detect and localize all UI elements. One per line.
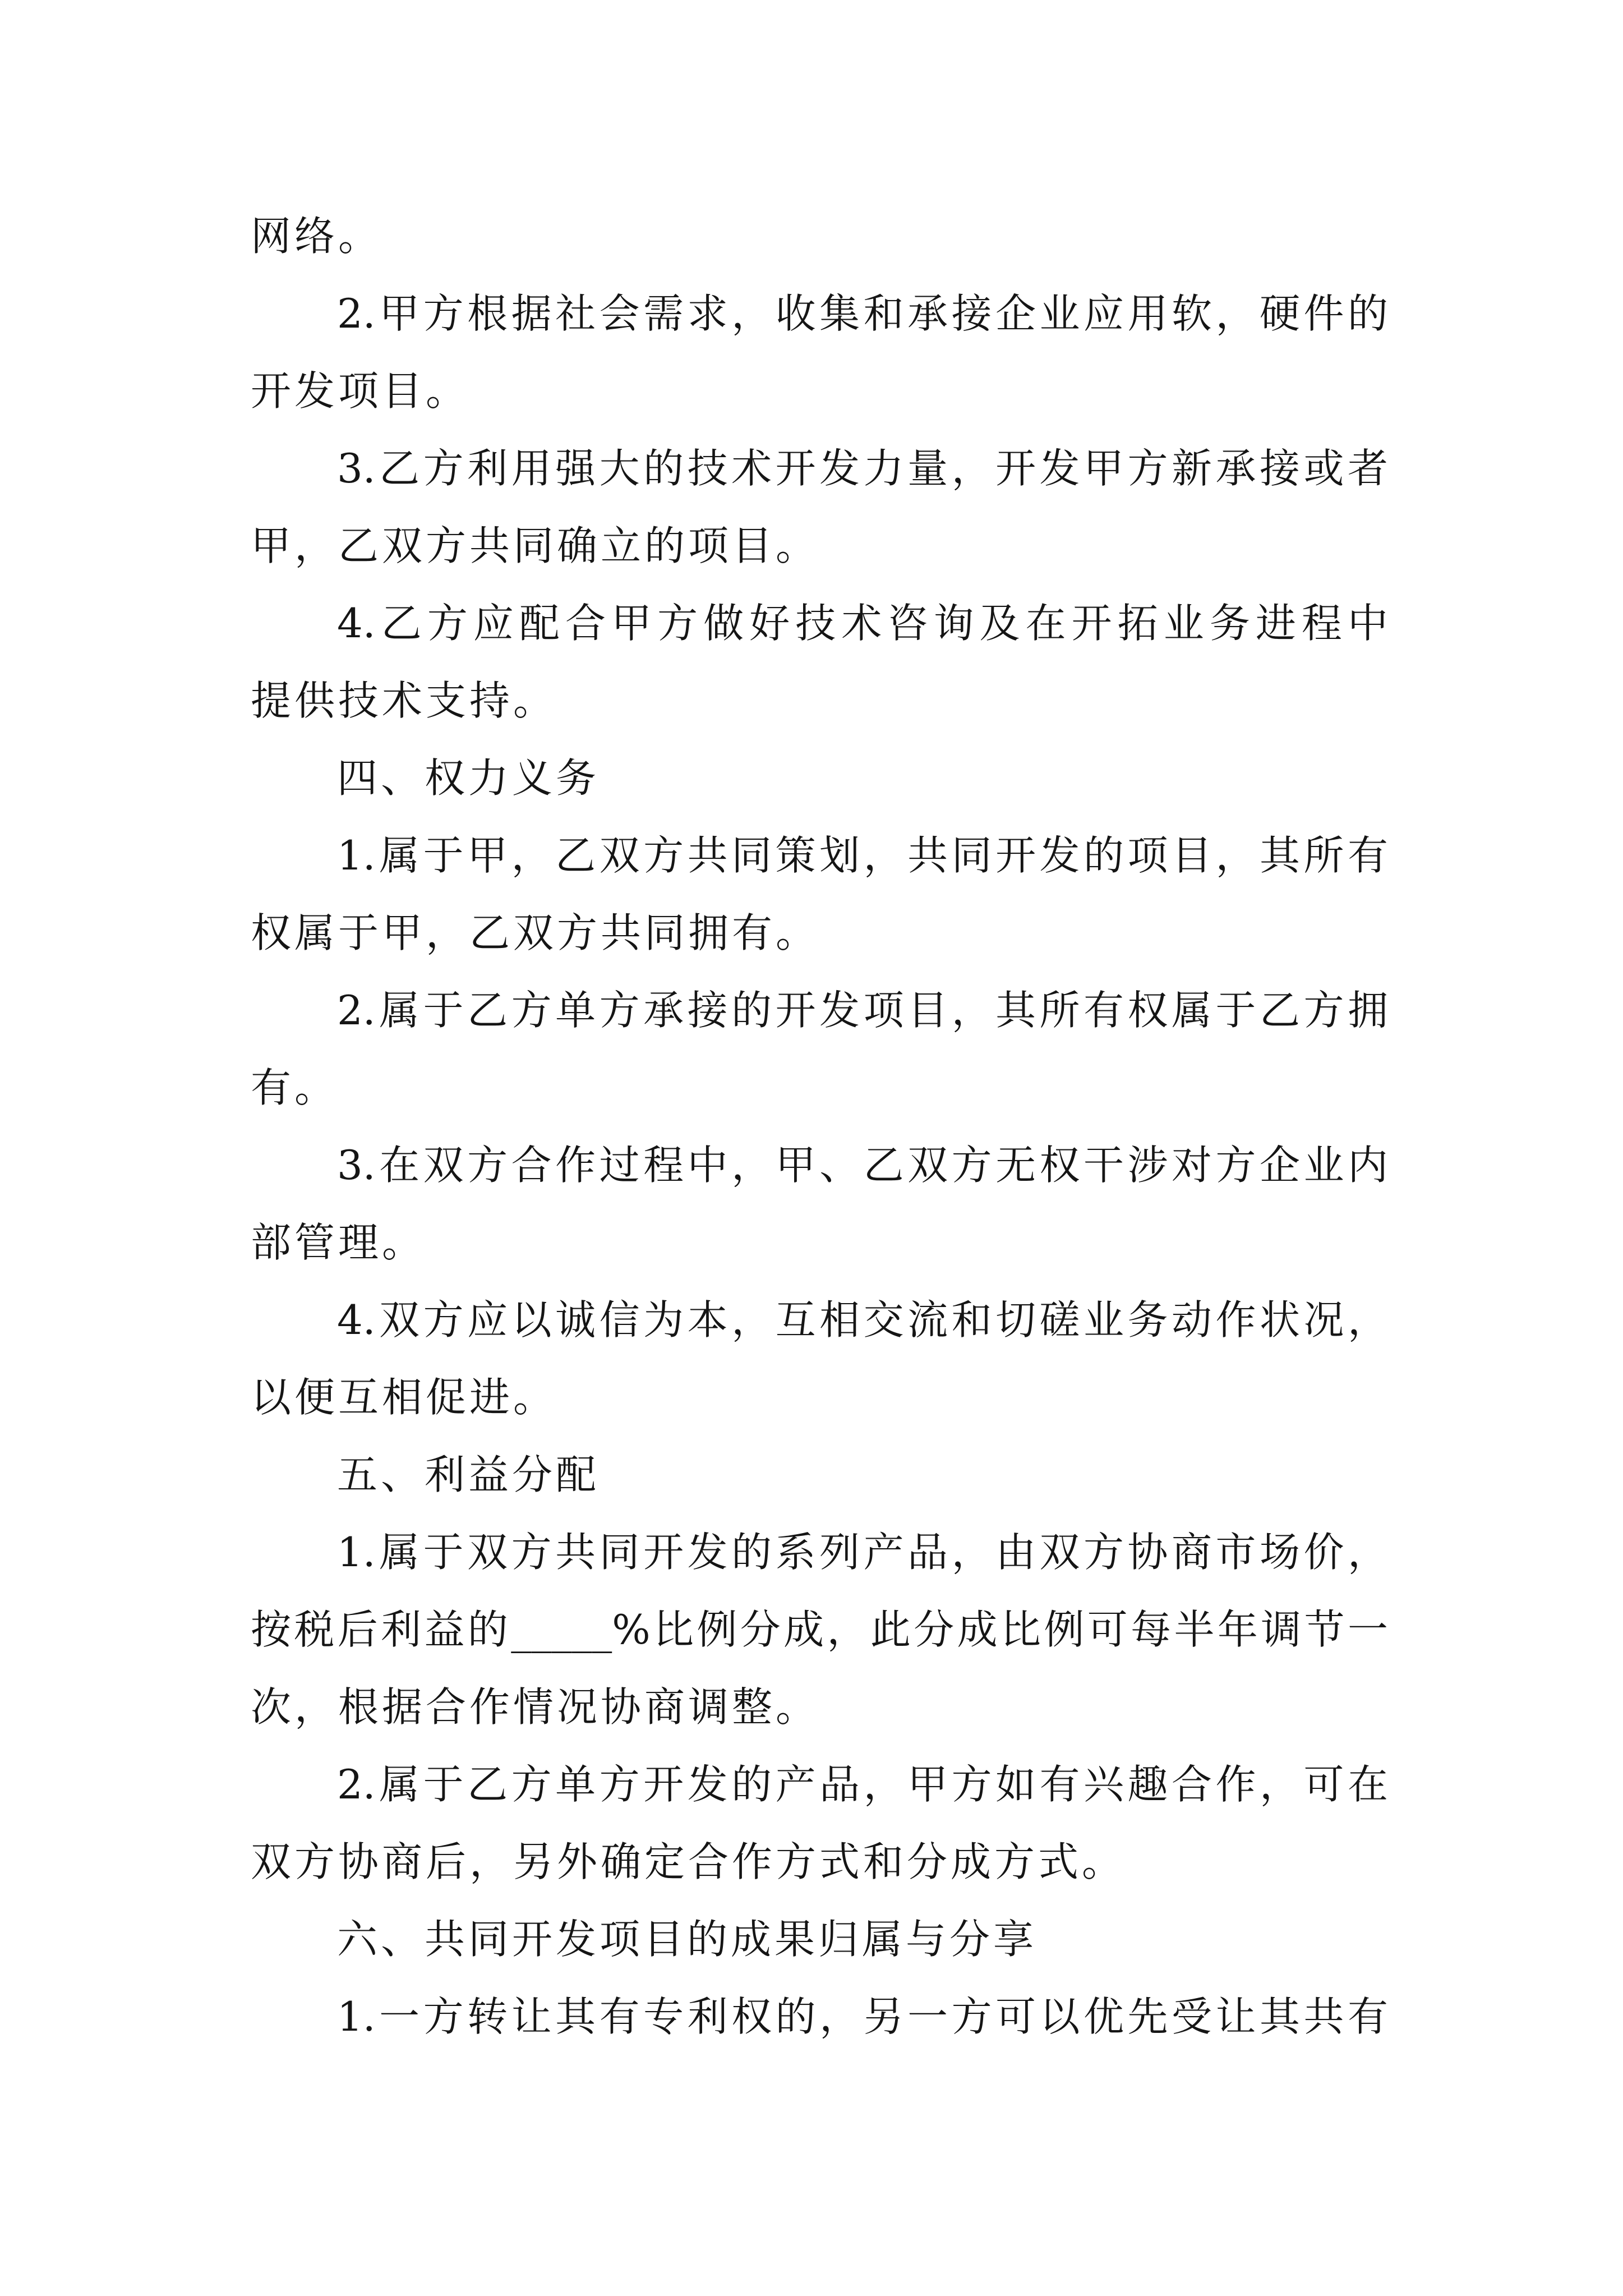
paragraph-continuation — [251, 197, 1388, 275]
paragraph — [251, 1513, 1388, 1746]
text-line: 甲，乙双方共同确立的项目。 — [251, 522, 820, 569]
text-line: 开发项目。 — [251, 367, 470, 415]
section-heading-text: 四、权力义务 — [337, 754, 600, 802]
text-line: 按税后利益的_____%比例分成，此分成比例可每半年调节一 — [251, 1606, 1388, 1653]
section-heading-text: 六、共同开发项目的成果归属与分享 — [337, 1916, 1038, 1963]
text-line: 1.一方转让其有专利权的，另一方可以优先受让其共有 — [337, 1993, 1388, 2040]
text-line: 3.乙方利用强大的技术开发力量，开发甲方新承接或者 — [337, 445, 1388, 492]
text-line: 2.属于乙方单方承接的开发项目，其所有权属于乙方拥 — [337, 987, 1388, 1034]
text-line: 双方协商后，另外确定合作方式和分成方式。 — [251, 1838, 1126, 1885]
text-line: 部管理。 — [251, 1219, 426, 1266]
text-line: 3.在双方合作过程中，甲、乙双方无权干涉对方企业内 — [337, 1142, 1388, 1189]
paragraph — [251, 1126, 1388, 1281]
text-line: 1.属于甲，乙双方共同策划，共同开发的项目，其所有 — [337, 832, 1388, 879]
paragraph — [251, 1281, 1388, 1436]
text-line: 4.双方应以诚信为本，互相交流和切磋业务动作状况， — [337, 1296, 1388, 1343]
text-line: 网络。 — [251, 213, 382, 260]
text-line: 有。 — [251, 1064, 339, 1111]
text-line: 提供技术支持。 — [251, 677, 557, 724]
section-heading — [251, 739, 1388, 817]
paragraph — [251, 1746, 1388, 1901]
text-line: 权属于甲，乙双方共同拥有。 — [251, 909, 820, 956]
text-line: 次，根据合作情况协商调整。 — [251, 1683, 820, 1731]
section-heading — [251, 1901, 1388, 1978]
text-line: 2.甲方根据社会需求，收集和承接企业应用软，硬件的 — [337, 290, 1388, 337]
paragraph — [251, 585, 1388, 739]
paragraph — [251, 275, 1388, 430]
text-line: 以便互相促进。 — [251, 1374, 557, 1421]
section-heading — [251, 1436, 1388, 1513]
text-line: 2.属于乙方单方开发的产品，甲方如有兴趣合作，可在 — [337, 1761, 1388, 1808]
paragraph — [251, 972, 1388, 1126]
section-heading-text: 五、利益分配 — [337, 1451, 600, 1498]
text-line: 4.乙方应配合甲方做好技术咨询及在开拓业务进程中 — [337, 600, 1388, 647]
document-body — [251, 197, 1388, 2055]
text-line: 1.属于双方共同开发的系列产品，由双方协商市场价， — [337, 1529, 1388, 1576]
paragraph — [251, 817, 1388, 972]
paragraph — [251, 430, 1388, 585]
paragraph — [251, 1978, 1388, 2055]
